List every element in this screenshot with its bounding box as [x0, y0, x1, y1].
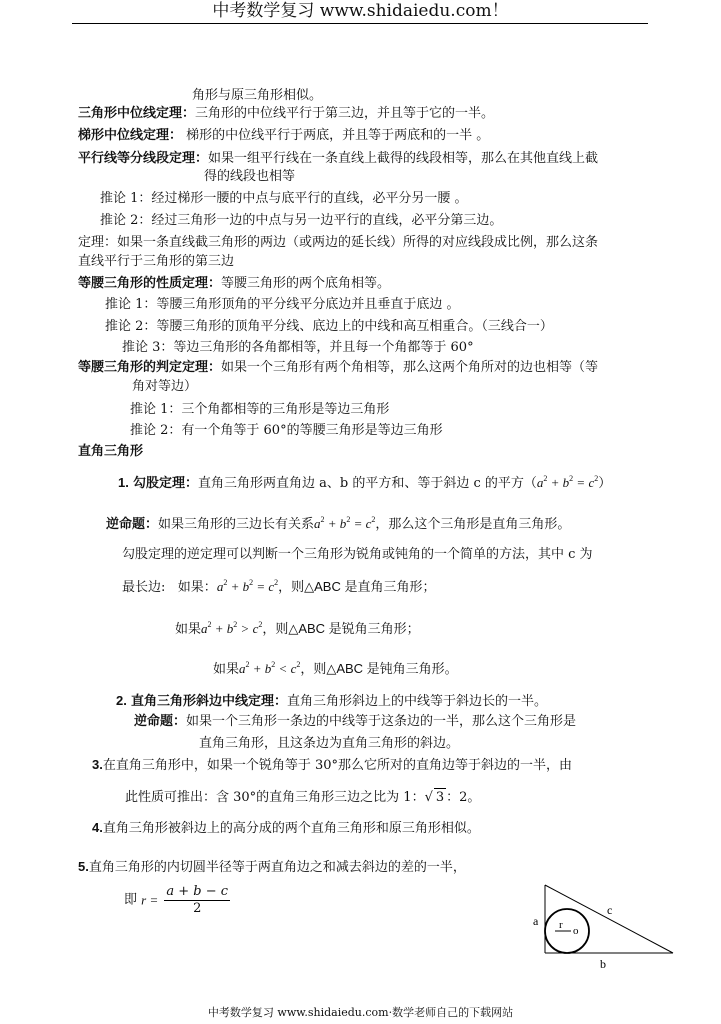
term-suffix: ，那么这个三角形是直角三角形。 [375, 517, 571, 532]
term-text: 如果一组平行线在一条直线上截得的线段相等，那么在其他直线上截 [208, 151, 599, 166]
text-line: 推论 3：等边三角形的各角都相等，并且每一个角都等于 60° [122, 340, 474, 355]
term-text: 如果三角形的三边长有关系 [158, 517, 315, 532]
case-suffix: ，则△ABC 是钝角三角形。 [300, 661, 458, 676]
text-line [125, 788, 480, 807]
term-text: 直角三角形两直角边 a、b 的平方和、等于斜边 c 的平方（ [198, 476, 537, 491]
item-number: 3. [92, 757, 103, 772]
term-label: 逆命题： [106, 517, 159, 532]
sqrt-sign: √ [424, 790, 433, 805]
case-prefix: 如果： [177, 580, 217, 595]
term-label: 平行线等分线段定理： [78, 151, 209, 166]
ratio-suffix: ：2。 [446, 790, 481, 805]
text-line [78, 105, 494, 123]
term-label: 直角三角形斜边中线定理： [130, 694, 287, 709]
formula: $a^2 + b^2 = c^2$ [314, 515, 376, 531]
formula: $a^2 + b^2 > c^2$ [201, 620, 263, 636]
case-prefix: 如果 [175, 622, 202, 637]
label-r: r [559, 919, 563, 931]
term-text: 直角三角形的内切圆半径等于两直角边之和减去斜边的差的一半， [88, 860, 466, 875]
item-number: 4. [92, 820, 103, 835]
item-4 [92, 819, 480, 838]
note-text: 最长边: [122, 580, 166, 595]
text-line: 推论 2：有一个角等于 60°的等腰三角形是等边三角形 [130, 423, 443, 438]
term-label: 勾股定理： [132, 476, 198, 491]
label-b: b [600, 957, 606, 970]
ratio-prefix: 此性质可推出：含 30°的直角三角形三边之比为 1： [125, 790, 425, 805]
text-line: 推论 1：经过梯形一腰的中点与底平行的直线，必平分另一腰 。 [100, 191, 468, 206]
item-3 [92, 756, 572, 775]
text-line: 角形与原三角形相似。 [192, 88, 323, 103]
header-rule [72, 23, 648, 24]
text-line: 直线平行于三角形的第三边 [78, 254, 235, 269]
term-label: 等腰三角形的判定定理： [78, 360, 222, 375]
formula: $a^2 + b^2 = c^2$ [536, 474, 599, 490]
term-text: 梯形的中位线平行于两底，并且等于两底和的一半 。 [182, 128, 490, 143]
item-5 [78, 858, 466, 877]
hypotenuse-c [545, 885, 673, 953]
formula: $a^2 + b^2 = c^2$ [216, 578, 279, 594]
term-suffix: ） [598, 476, 612, 491]
case-suffix: ，则△ABC 是直角三角形； [278, 579, 436, 594]
sqrt-value: 3 [435, 790, 445, 805]
text-line [78, 359, 598, 377]
text-line: 直角三角形，且这条边为直角三角形的斜边。 [199, 736, 460, 751]
label-a: a [533, 914, 539, 928]
label-c: c [607, 903, 613, 917]
converse [106, 515, 570, 534]
fraction-numerator: a + b − c [166, 884, 229, 899]
term-text: 在直角三角形中，如果一个锐角等于 30°那么它所对的直角边等于斜边的一半，由 [102, 758, 573, 773]
text-line: 推论 2：等腰三角形的顶角平分线、底边上的中线和高互相重合。（三线合一） [105, 319, 553, 334]
text-line [213, 660, 458, 679]
text-line [122, 578, 435, 597]
case-prefix: 如果 [213, 662, 240, 677]
text-line: 勾股定理的逆定理可以判断一个三角形为锐角或钝角的一个简单的方法，其中 c 为 [122, 547, 593, 562]
term-text: 直角三角形斜边上的中线等于斜边长的一半。 [287, 694, 548, 709]
text-line [134, 713, 576, 731]
item-2 [116, 692, 547, 711]
text-line: 推论 2：经过三角形一边的中点与另一边平行的直线，必平分第三边。 [100, 213, 503, 228]
formula: $a^2 + b^2 < c^2$ [239, 660, 301, 676]
term-label: 等腰三角形的性质定理： [78, 276, 222, 291]
item-number: 5. [78, 859, 89, 874]
text-line [78, 275, 390, 293]
text-line: 得的线段也相等 [204, 169, 296, 184]
text-line: 定理：如果一条直线截三角形的两边（或两边的延长线）所得的对应线段成比例，那么这条 [78, 235, 599, 250]
case-suffix: ，则△ABC 是锐角三角形； [262, 621, 420, 636]
term-text: 如果一个三角形有两个角相等，那么这两个角所对的边也相等（等 [221, 360, 599, 375]
fraction-denominator: 2 [193, 901, 202, 916]
text-line [175, 620, 420, 639]
text-line [78, 150, 598, 168]
right-triangle-incircle-figure [525, 880, 685, 970]
item-number: 1. [118, 475, 129, 490]
term-label: 逆命题： [134, 714, 187, 729]
term-text: 三角形的中位线平行于第三边，并且等于它的一半。 [195, 106, 495, 121]
item-number: 2. [116, 693, 127, 708]
text-line: 角对等边） [132, 379, 198, 394]
page-footer: 中考数学复习 www.shidaiedu.com·数学老师自己的下载网站 [207, 1006, 514, 1019]
term-label: 梯形中位线定理： [78, 128, 183, 143]
inradius-formula [124, 884, 230, 917]
formula-lhs: r = [141, 892, 159, 908]
section-heading: 直角三角形 [78, 444, 144, 459]
text-line: 推论 1：三个角都相等的三角形是等边三角形 [130, 402, 390, 417]
term-label: 三角形中位线定理： [78, 106, 196, 121]
text-line: 推论 1：等腰三角形顶角的平分线平分底边并且垂直于底边 。 [105, 297, 460, 312]
text-line [78, 127, 489, 145]
term-text: 直角三角形被斜边上的高分成的两个直角三角形和原三角形相似。 [102, 821, 480, 836]
fraction [164, 884, 230, 917]
term-text: 如果一个三角形一条边的中线等于这条边的一半，那么这个三角形是 [186, 714, 577, 729]
item-1 [118, 474, 611, 493]
label-o: o [573, 925, 579, 937]
page-header: 中考数学复习 www.shidaiedu.com！ [212, 1, 509, 21]
formula-prefix: 即 [124, 892, 138, 908]
term-text: 等腰三角形的两个底角相等。 [221, 276, 391, 291]
